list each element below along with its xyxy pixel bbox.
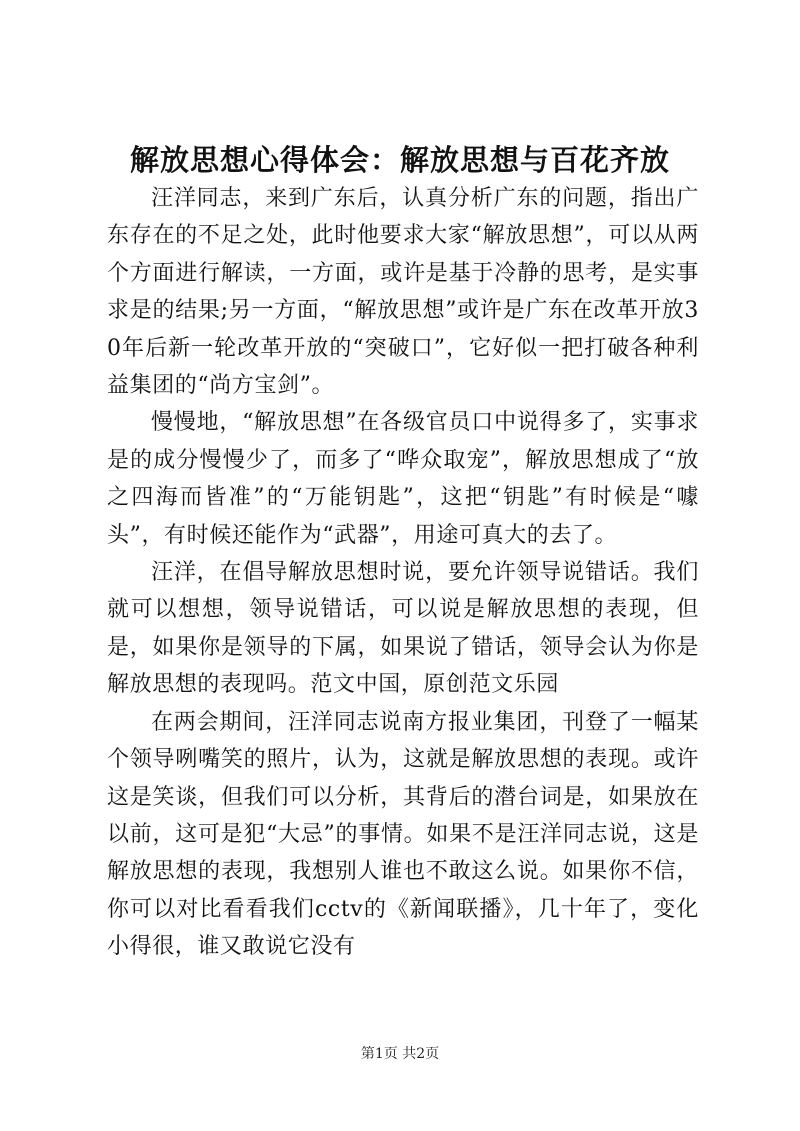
paragraph-3: 汪洋，在倡导解放思想时说，要允许领导说错话。我们就可以想想，领导说错话，可以说是解放思想的表现，但是，如果你是领导的下属，如果说了错话，领导会认为你是解放思想的表现吗。范文中国，原创范文乐园 (107, 560, 699, 698)
document-body (107, 180, 699, 966)
paragraph-4: 在两会期间，汪洋同志说南方报业集团，刊登了一幅某个领导咧嘴笑的照片，认为，这就是解放思想的表现。或许这是笑谈，但我们可以分析，其背后的潜台词是，如果放在以前，这可是犯“大忌”的事情。如果不是汪洋同志说，这是解放思想的表现，我想别人谁也不敢这么说。如果你不信，你可以对比看看我们cctv的《新闻联播》，几十年了，变化小得很，谁又敢说它没有 (107, 709, 699, 960)
paragraph-1: 汪洋同志，来到广东后，认真分析广东的问题，指出广东存在的不足之处，此时他要求大家“解放思想”，可以从两个方面进行解读，一方面，或许是基于冷静的思考，是实事求是的结果;另一方面，“解放思想”或许是广东在改革开放30年后新一轮改革开放的“突破口”，它好似一把打破各种利益集团的“尚方宝剑”。 (107, 186, 699, 399)
document-title: 解放思想心得体会：解放思想与百花齐放 (129, 143, 670, 177)
paragraph-2: 慢慢地，“解放思想”在各级官员口中说得多了，实事求是的成分慢慢少了，而多了“哗众取宠”，解放思想成了“放之四海而皆准”的“万能钥匙”，这把“钥匙”有时候是“噱头”，有时候还能作为“武器”，用途可真大的去了。 (107, 410, 699, 548)
page-footer: 第1页 共2页 (360, 1046, 440, 1062)
